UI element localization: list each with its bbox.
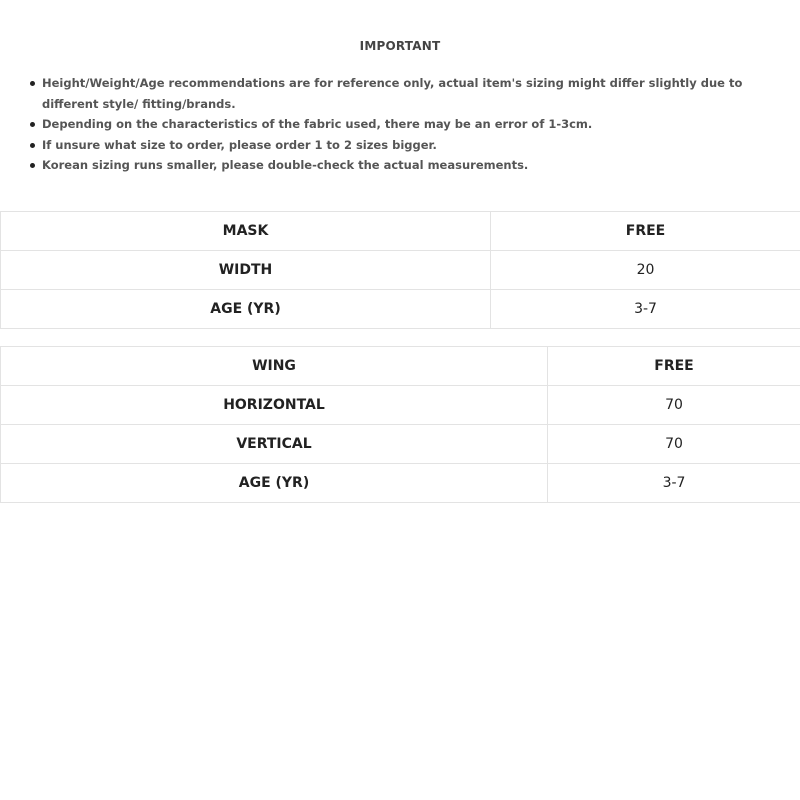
- notice-title: IMPORTANT: [359, 39, 441, 53]
- row-label: AGE (YR): [1, 290, 491, 329]
- table-row: [1, 251, 800, 290]
- notice-item: If unsure what size to order, please order 1 to 2 sizes bigger.: [28, 135, 788, 156]
- row-value: 70: [548, 386, 800, 425]
- table-header-cell: WING: [1, 347, 548, 386]
- row-value: 20: [491, 251, 800, 290]
- mask-size-table: [0, 211, 800, 329]
- row-label: VERTICAL: [1, 425, 548, 464]
- row-label: WIDTH: [1, 251, 491, 290]
- row-label: HORIZONTAL: [1, 386, 548, 425]
- row-label: AGE (YR): [1, 464, 548, 503]
- wing-size-table: [0, 346, 800, 503]
- notice-item: Height/Weight/Age recommendations are for reference only, actual item's sizing might differ slightly due to different style/ fitting/brands.: [28, 73, 788, 114]
- notice-list: [28, 73, 788, 176]
- table-row: [1, 386, 800, 425]
- table-header-row: [1, 347, 800, 386]
- table-row: [1, 290, 800, 329]
- table-header-cell: FREE: [548, 347, 800, 386]
- table-row: [1, 425, 800, 464]
- row-value: 70: [548, 425, 800, 464]
- table-header-row: [1, 212, 800, 251]
- table-header-cell: MASK: [1, 212, 491, 251]
- notice-item: Korean sizing runs smaller, please double-check the actual measurements.: [28, 155, 788, 176]
- notice-item: Depending on the characteristics of the fabric used, there may be an error of 1-3cm.: [28, 114, 788, 135]
- row-value: 3-7: [548, 464, 800, 503]
- table-row: [1, 464, 800, 503]
- row-value: 3-7: [491, 290, 800, 329]
- table-header-cell: FREE: [491, 212, 800, 251]
